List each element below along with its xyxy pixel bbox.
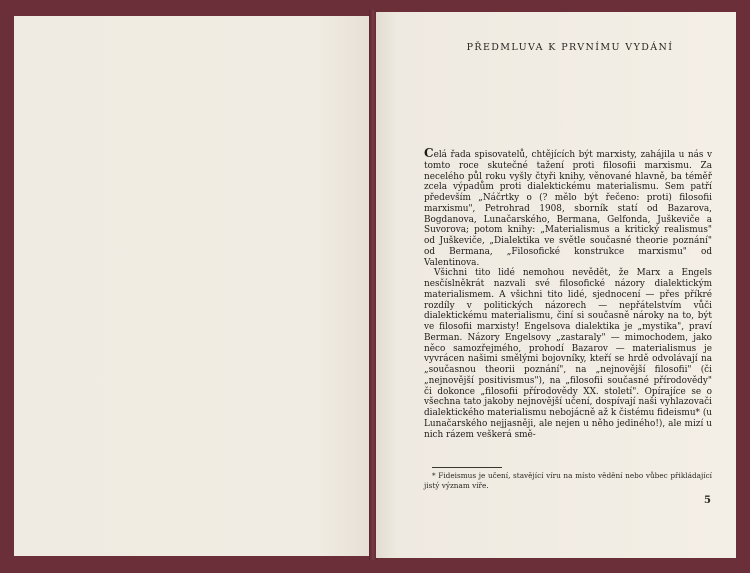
- footnote: * Fideismus je učení, stavějící víru na místo vědění nebo vůbec přikládající jistý význam víře.: [424, 471, 712, 490]
- left-page-blank: [14, 16, 370, 556]
- drop-cap: C: [424, 146, 434, 160]
- body-text: [424, 148, 712, 440]
- paragraph-2: Všichni tito lidé nemohou nevědět, že Marx a Engels nesčíslněkrát nazvali své filosofické názory dialektickým materialismem. A všichni tito lidé, sjednocení — přes příkré rozdíly v politických názorech — nepřátelstvím vůči dialektickému materialismu, činí si současně nároky na to, být ve filosofii marxisty! Engelsova dialektika je „mystika", praví Berman. Názory Engelsovy „zastaraly" — mimochodem, jako něco samozřejmého, prohodí Bazarov — materialismus je vyvrácen našimi smělými bojovníky, kteří se hrdě odvolávají na „současnou theorii poznání", na „nejnovější filosofii" (či „nejnovější positivismus"), na „filosofii současné přírodovědy" či dokonce „filosofii přírodovědy XX. století". Opírajíce se o všechna tato jakoby nejnovější učení, dospívají naši vyhlazovači dialektického materialismu nebojácně až k čistému fideismu* (u Lunačarského nejjasněji, ale nejen u něho jediného!), ale mizí u nich rázem veškerá smě-: [424, 268, 712, 440]
- footnote-divider: [432, 467, 502, 468]
- running-header: PŘEDMLUVA K PRVNÍMU VYDÁNÍ: [466, 42, 674, 53]
- right-page: [376, 12, 736, 558]
- page-number: 5: [704, 495, 711, 506]
- paragraph-1: [424, 148, 712, 268]
- show-through-text: [74, 66, 334, 266]
- paragraph-1-text: elá řada spisovatelů, chtějících být marxisty, zahájila u nás v tomto roce skutečné tažení proti filosofii marxismu. Za necelého půl roku vyšly čtyři knihy, věnované hlavně, ba téměř zcela výpadům proti dialektickému materialismu. Sem patří především „Náčrtky o (? mělo být řečeno: proti) filosofii marxismu", Petrohrad 1908, sborník statí od Bazarova, Bogdanova, Lunačarského, Bermana, Gelfonda, Juškeviče a Suvorova; potom knihy: „Materialismus a kritický realismus" od Juškeviče, „Dialektika ve světle současné theorie poznání" od Bermana, „Filosofické konstrukce marxismu" od Valentinova.: [424, 150, 712, 268]
